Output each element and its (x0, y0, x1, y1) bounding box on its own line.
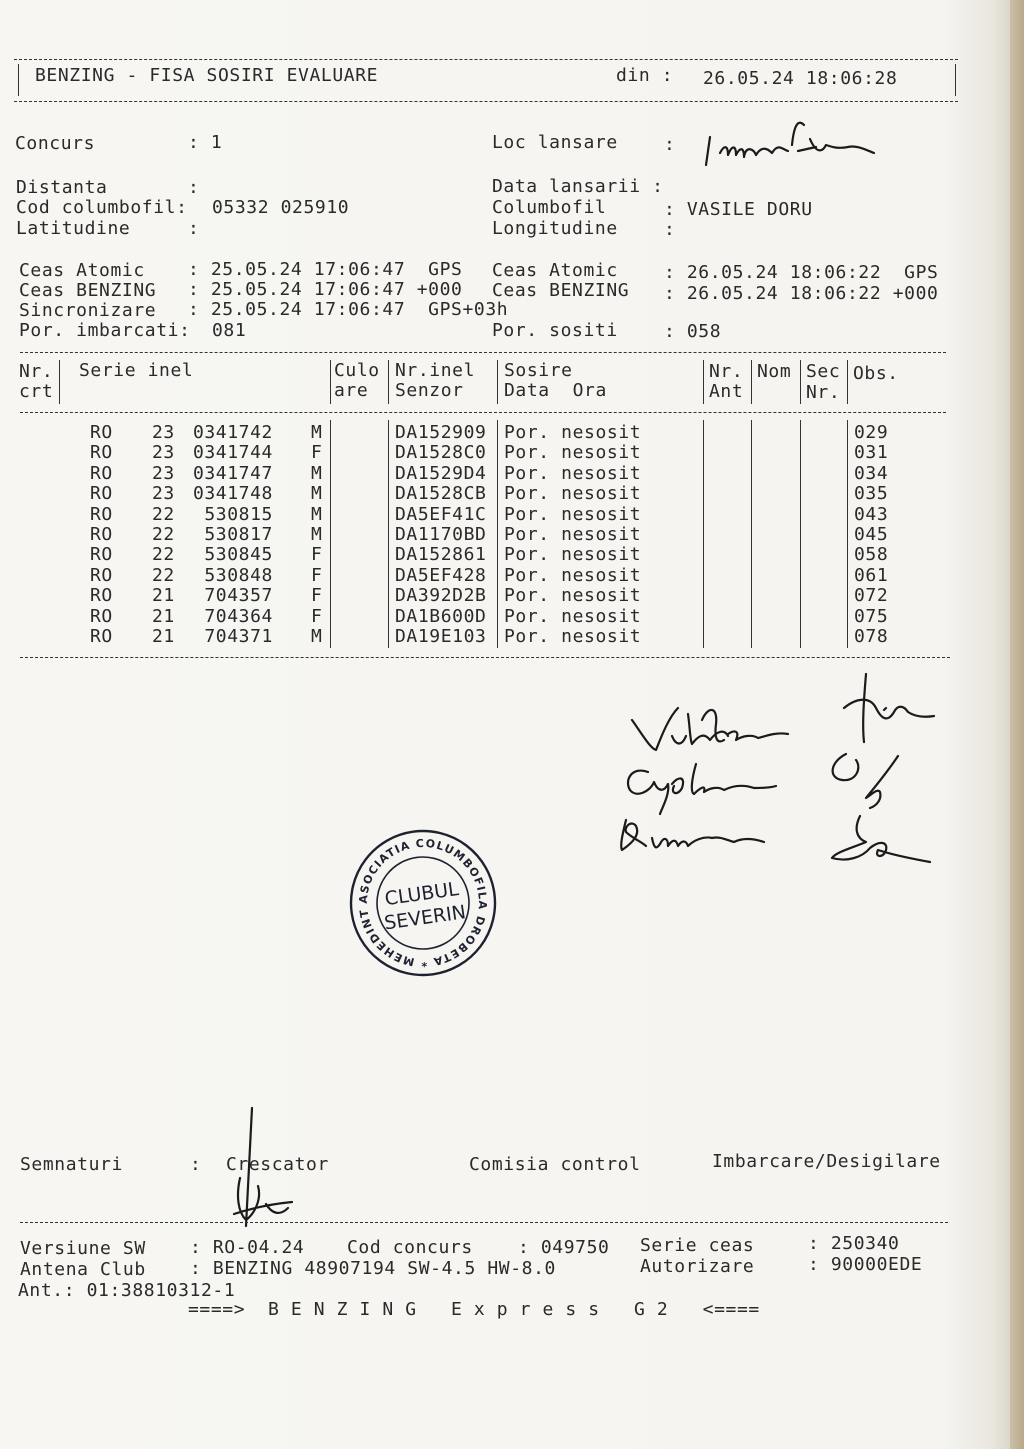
col-sep (59, 360, 60, 404)
col-header-nr-inel: Nr.inel (395, 360, 476, 381)
document-title: BENZING - FISA SOSIRI EVALUARE (35, 65, 379, 86)
row-status: Por. nesosit (504, 544, 642, 566)
row-country: RO (90, 462, 113, 484)
cod-columbofil-value: 05332 025910 (212, 197, 350, 218)
commission-signature-6 (826, 808, 946, 878)
row-year: 23 (152, 442, 175, 464)
row-obs: 029 (854, 422, 889, 443)
row-status: Por. nesosit (504, 503, 642, 525)
row-obs: 031 (854, 442, 889, 464)
distanta-value: : (188, 177, 200, 198)
row-obs: 035 (854, 483, 889, 505)
antena-club-label: Antena Club (20, 1259, 146, 1280)
ceas-benzing-right-value: : 26.05.24 18:06:22 +000 (664, 283, 939, 304)
row-ring-number: 530848 (204, 564, 273, 586)
porumbei-sositi-value: : 058 (664, 321, 722, 342)
row-ring-number: 704364 (204, 605, 273, 627)
porumbei-sositi-label: Por. sositi (492, 320, 618, 341)
commission-signature-3 (616, 812, 786, 872)
versiune-sw-value: : RO-04.24 (190, 1237, 305, 1258)
row-sensor-id: DA1170BD (395, 524, 487, 545)
row-year: 22 (152, 503, 175, 525)
row-year: 23 (152, 483, 175, 505)
row-sensor-id: DA1528C0 (395, 442, 487, 464)
semnaturi-colon: : (190, 1154, 202, 1175)
date-value: 26.05.24 18:06:28 (703, 68, 898, 89)
col-header-serie-inel: Serie inel (79, 360, 194, 381)
row-sex: F (311, 544, 323, 566)
col-header-obs: Obs. (853, 363, 899, 384)
row-ring-number: 530815 (204, 503, 273, 525)
col-sep (751, 420, 752, 648)
row-year: 22 (152, 544, 175, 566)
row-year: 21 (152, 626, 175, 647)
commission-signature-1 (628, 700, 818, 760)
header-bottom-border (14, 101, 958, 102)
row-ring-number: 0341742 (192, 422, 273, 443)
row-status: Por. nesosit (504, 524, 642, 545)
paper-edge-background (1010, 0, 1024, 1449)
cod-concurs-label: Cod concurs (347, 1237, 473, 1258)
table-top-rule (20, 352, 946, 353)
antena-club-value: : BENZING 48907194 SW-4.5 HW-8.0 (190, 1258, 556, 1279)
row-sensor-id: DA19E103 (395, 626, 487, 647)
sincronizare-value: : 25.05.24 17:06:47 GPS+03h (188, 299, 509, 320)
commission-signature-4 (826, 668, 946, 748)
col-header-sec-2: Nr. (806, 382, 841, 403)
row-sensor-id: DA1528CB (395, 483, 487, 505)
row-year: 23 (152, 422, 175, 443)
comisia-control-label: Comisia control (469, 1154, 641, 1175)
ceas-benzing-left-label: Ceas BENZING (19, 280, 157, 301)
row-year: 21 (152, 605, 175, 627)
ceas-benzing-left-value: : 25.05.24 17:06:47 +000 (188, 279, 463, 300)
row-status: Por. nesosit (504, 605, 642, 627)
imbarcare-desigilare-label: Imbarcare/Desigilare (712, 1151, 941, 1172)
concurs-value: : 1 (188, 132, 223, 153)
row-year: 22 (152, 564, 175, 586)
row-sensor-id: DA5EF41C (395, 503, 487, 525)
row-country: RO (90, 483, 113, 505)
col-header-senzor: Senzor (395, 380, 464, 401)
row-status: Por. nesosit (504, 585, 642, 607)
versiune-sw-label: Versiune SW (20, 1238, 146, 1259)
header-right-border (955, 64, 956, 96)
row-sensor-id: DA392D2B (395, 585, 487, 607)
longitudine-value: : (664, 219, 676, 240)
crescator-label: Crescator (226, 1154, 329, 1175)
row-status: Por. nesosit (504, 626, 642, 647)
row-ring-number: 530845 (204, 544, 273, 566)
row-sex: M (311, 626, 323, 647)
row-sex: M (311, 503, 323, 525)
col-header-nr-ant-2: Ant (709, 381, 744, 402)
col-sep (330, 360, 331, 404)
col-sep (497, 420, 498, 648)
latitudine-label: Latitudine (16, 218, 131, 239)
col-sep (388, 420, 389, 648)
serie-ceas-label: Serie ceas (640, 1235, 755, 1256)
col-sep (800, 420, 801, 648)
table-bottom-rule (20, 657, 950, 658)
ceas-atomic-left-value: : 25.05.24 17:06:47 GPS (188, 259, 463, 280)
row-sensor-id: DA152861 (395, 544, 487, 566)
loc-lansare-label: Loc lansare (492, 132, 618, 153)
row-obs: 075 (854, 605, 889, 627)
cod-columbofil-label: Cod columbofil: (16, 197, 188, 218)
row-sensor-id: DA152909 (395, 422, 487, 443)
row-obs: 072 (854, 585, 889, 607)
row-status: Por. nesosit (504, 442, 642, 464)
row-status: Por. nesosit (504, 422, 642, 443)
row-ring-number: 0341747 (192, 462, 273, 484)
row-ring-number: 704371 (204, 626, 273, 647)
col-sep (497, 360, 498, 404)
row-ring-number: 704357 (204, 585, 273, 607)
antenna-id-line: Ant.: 01:38810312-1 (18, 1280, 236, 1301)
cod-concurs-value: : 049750 (518, 1237, 610, 1258)
club-stamp-seal (348, 828, 498, 978)
breeder-signature (222, 1104, 312, 1234)
row-sex: F (311, 564, 323, 586)
row-year: 22 (152, 524, 175, 545)
latitudine-value: : (188, 218, 200, 239)
commission-signature-2 (620, 758, 790, 818)
table-header-rule (20, 412, 946, 413)
row-sex: M (311, 483, 323, 505)
col-header-nom: Nom (757, 361, 792, 382)
row-obs: 061 (854, 564, 889, 586)
row-country: RO (90, 626, 113, 647)
col-sep (703, 420, 704, 648)
header-left-border (18, 64, 19, 96)
row-sensor-id: DA1529D4 (395, 462, 487, 484)
col-sep (847, 360, 848, 404)
row-sex: M (311, 462, 323, 484)
concurs-label: Concurs (15, 133, 96, 154)
row-sex: F (311, 605, 323, 627)
porumbei-imbarcati-value: 081 (212, 320, 247, 341)
row-country: RO (90, 442, 113, 464)
row-status: Por. nesosit (504, 483, 642, 505)
autorizare-value: : 90000EDE (808, 1254, 923, 1275)
row-year: 23 (152, 462, 175, 484)
serie-ceas-value: : 250340 (808, 1233, 900, 1254)
row-country: RO (90, 422, 113, 443)
loc-lansare-colon: : (664, 134, 676, 155)
svg-text:ASOCIATIA COLUMBOFILA DROBETA: ASOCIATIA COLUMBOFILA DROBETA * MEHEDINTI (356, 836, 490, 970)
svg-text:SEVERIN: SEVERIN (382, 901, 468, 935)
ceas-atomic-left-label: Ceas Atomic (19, 260, 145, 281)
col-header-nr: Nr. (19, 361, 54, 382)
row-ring-number: 530817 (204, 524, 273, 545)
row-sex: F (311, 585, 323, 607)
distanta-label: Distanta (16, 177, 108, 198)
row-year: 21 (152, 585, 175, 607)
col-header-culoare-2: are (334, 380, 369, 401)
row-status: Por. nesosit (504, 564, 642, 586)
row-country: RO (90, 585, 113, 607)
ceas-atomic-right-value: : 26.05.24 18:06:22 GPS (664, 262, 939, 283)
col-sep (703, 360, 704, 404)
col-sep (388, 360, 389, 404)
row-sex: M (311, 422, 323, 443)
row-sensor-id: DA5EF428 (395, 564, 487, 586)
handwritten-release-place (698, 115, 898, 175)
row-sex: F (311, 442, 323, 464)
row-obs: 058 (854, 544, 889, 566)
autorizare-label: Autorizare (640, 1256, 755, 1277)
col-sep (800, 360, 801, 404)
date-label: din : (616, 65, 674, 86)
data-lansarii-label: Data lansarii : (492, 176, 664, 197)
row-sex: M (311, 524, 323, 545)
row-country: RO (90, 524, 113, 545)
row-obs: 043 (854, 503, 889, 525)
columbofil-value: : VASILE DORU (664, 199, 813, 220)
col-sep (847, 420, 848, 648)
ceas-atomic-right-label: Ceas Atomic (492, 260, 618, 281)
longitudine-label: Longitudine (492, 218, 618, 239)
benzing-express-banner: ====> B E N Z I N G E x p r e s s G 2 <==== (188, 1299, 760, 1320)
col-header-data-ora: Data Ora (504, 380, 607, 401)
svg-text:CLUBUL: CLUBUL (383, 878, 461, 911)
col-sep (330, 420, 331, 648)
col-header-sosire: Sosire (504, 360, 573, 381)
col-header-nr-ant-1: Nr. (709, 361, 744, 382)
semnaturi-label: Semnaturi (20, 1154, 123, 1175)
columbofil-label: Columbofil (492, 197, 607, 218)
porumbei-imbarcati-label: Por. imbarcati: (19, 320, 191, 341)
col-header-culoare-1: Culo (334, 360, 380, 381)
footer-rule (20, 1222, 948, 1223)
col-sep (751, 360, 752, 404)
ceas-benzing-right-label: Ceas BENZING (492, 280, 630, 301)
sincronizare-label: Sincronizare (19, 300, 157, 321)
row-country: RO (90, 564, 113, 586)
row-sensor-id: DA1B600D (395, 605, 487, 627)
col-header-sec-1: Sec (806, 361, 841, 382)
row-obs: 078 (854, 626, 889, 647)
row-obs: 045 (854, 524, 889, 545)
row-obs: 034 (854, 462, 889, 484)
header-top-border (14, 59, 958, 60)
row-status: Por. nesosit (504, 462, 642, 484)
row-country: RO (90, 544, 113, 566)
row-ring-number: 0341744 (192, 442, 273, 464)
row-country: RO (90, 605, 113, 627)
row-country: RO (90, 503, 113, 525)
row-ring-number: 0341748 (192, 483, 273, 505)
col-header-crt: crt (19, 381, 54, 402)
